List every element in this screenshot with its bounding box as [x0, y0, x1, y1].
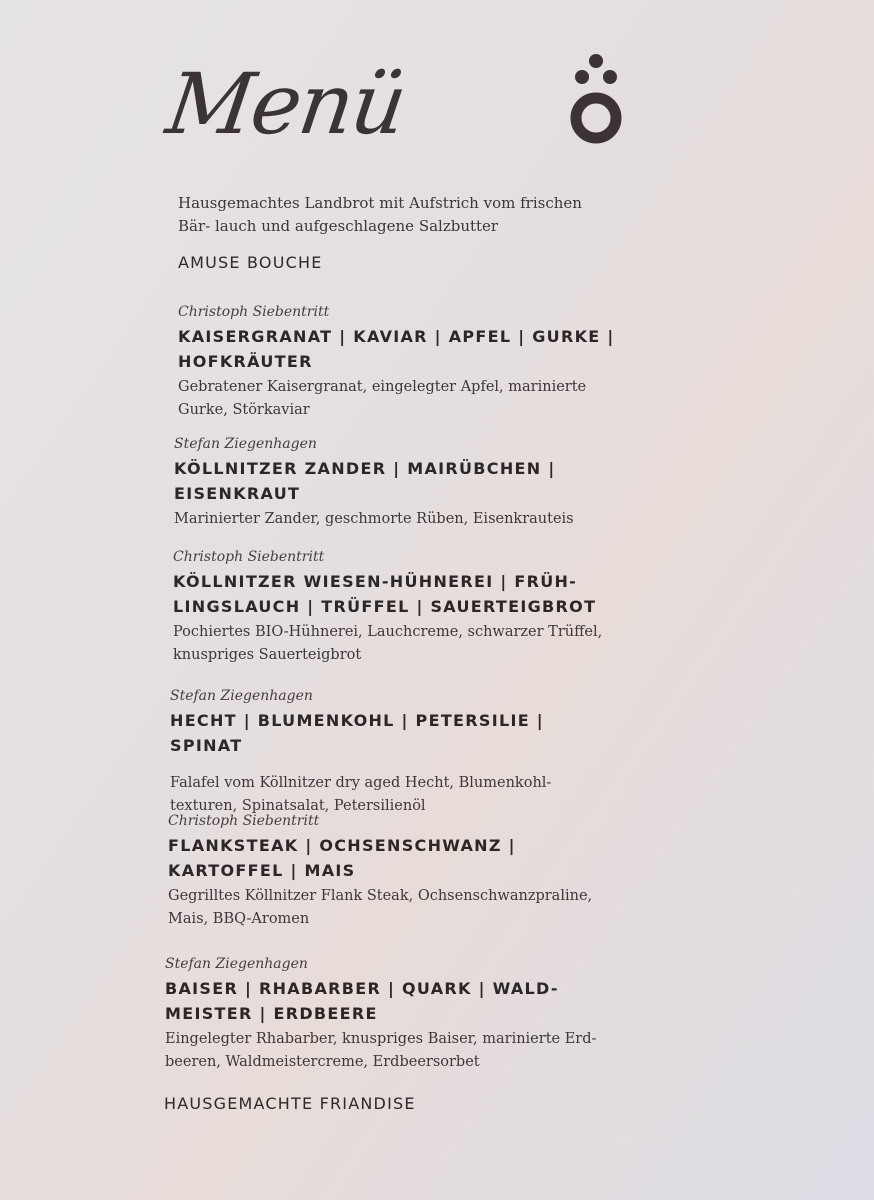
- dish-description-line: Pochiertes BIO-Hühnerei, Lauchcreme, schwarzer Trüffel,: [173, 624, 603, 640]
- dish-title-line: BAISER | RHABARBER | QUARK | WALD-: [165, 979, 559, 998]
- dish-description-line: Gebratener Kaisergranat, eingelegter Apfel, marinierte: [178, 379, 587, 395]
- friandise-heading: HAUSGEMACHTE FRIANDISE: [164, 1094, 416, 1113]
- course-item: [168, 811, 608, 931]
- dish-description-line: Falafel vom Köllnitzer dry aged Hecht, Blumenkohl-: [170, 775, 552, 791]
- course-item: [178, 302, 618, 422]
- course-item: [170, 686, 610, 818]
- dish-description-line: knuspriges Sauerteigbrot: [173, 647, 362, 663]
- o-umlaut-dots-logo-icon: [568, 52, 628, 144]
- dish-title-line: MEISTER | ERDBEERE: [165, 1004, 378, 1023]
- chef-name: Christoph Siebentritt: [168, 813, 320, 829]
- dish-description-line: Gegrilltes Köllnitzer Flank Steak, Ochsenschwanzpraline,: [168, 888, 593, 904]
- course-item: [173, 547, 613, 667]
- dish-title-line: KÖLLNITZER ZANDER | MAIRÜBCHEN |: [174, 459, 556, 478]
- dish-title-line: FLANKSTEAK | OCHSENSCHWANZ |: [168, 836, 516, 855]
- dish-title-line: EISENKRAUT: [174, 484, 301, 503]
- course-item: [174, 434, 614, 531]
- chef-name: Stefan Ziegenhagen: [165, 956, 308, 972]
- dish-description-line: Gurke, Störkaviar: [178, 402, 310, 418]
- dish-description-line: Mais, BBQ-Aromen: [168, 911, 310, 927]
- dish-title-line: HOFKRÄUTER: [178, 352, 313, 371]
- dish-description-line: Eingelegter Rhabarber, knuspriges Baiser, marinierte Erd-: [165, 1031, 597, 1047]
- course-item: [165, 954, 605, 1074]
- dish-description-line: beeren, Waldmeistercreme, Erdbeersorbet: [165, 1054, 480, 1070]
- chef-name: Stefan Ziegenhagen: [170, 688, 313, 704]
- menu-title: Menü: [161, 55, 411, 153]
- dish-title-line: KARTOFFEL | MAIS: [168, 861, 356, 880]
- dish-title-line: HECHT | BLUMENKOHL | PETERSILIE | SPINAT: [170, 711, 544, 755]
- chef-name: Christoph Siebentritt: [178, 304, 330, 320]
- dish-description-line: texturen, Spinatsalat, Petersilienöl: [170, 798, 426, 814]
- intro-text: Hausgemachtes Landbrot mit Aufstrich vom frischen Bär- lauch und aufgeschlagene Salzbutter: [178, 194, 582, 235]
- dish-title-line: KAISERGRANAT | KAVIAR | APFEL | GURKE |: [178, 327, 615, 346]
- dish-description-line: Marinierter Zander, geschmorte Rüben, Eisenkrauteis: [174, 511, 574, 527]
- chef-name: Christoph Siebentritt: [173, 549, 325, 565]
- chef-name: Stefan Ziegenhagen: [174, 436, 317, 452]
- dish-title-line: LINGSLAUCH | TRÜFFEL | SAUERTEIGBROT: [173, 597, 597, 616]
- dish-title-line: KÖLLNITZER WIESEN-HÜHNEREI | FRÜH-: [173, 572, 578, 591]
- amuse-bouche-heading: AMUSE BOUCHE: [178, 253, 323, 272]
